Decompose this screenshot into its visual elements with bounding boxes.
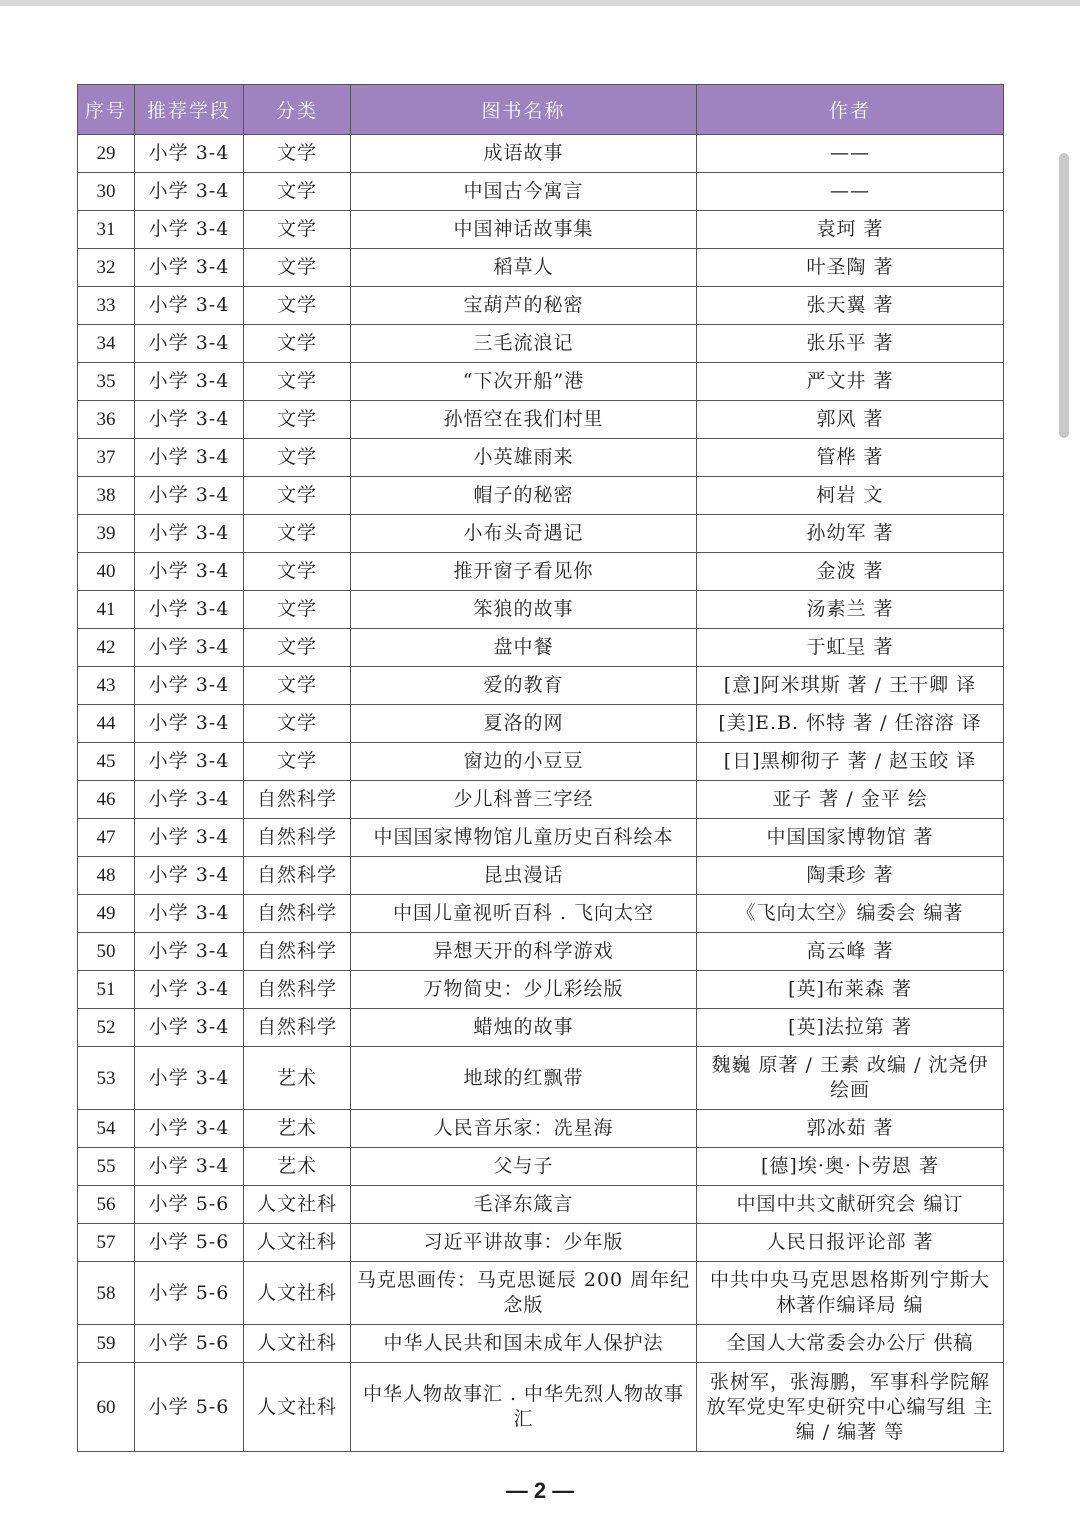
cell-title: 异想天开的科学游戏 [351,933,697,971]
cell-title: 人民音乐家：冼星海 [351,1110,697,1148]
cell-grade: 小学 3-4 [135,173,244,211]
cell-category: 人文社科 [244,1262,351,1325]
cell-author: —— [697,135,1004,173]
table-row [78,401,1004,439]
cell-category: 文学 [244,439,351,477]
cell-category: 艺术 [244,1047,351,1110]
cell-no: 60 [78,1363,135,1452]
cell-no: 30 [78,173,135,211]
table-row [78,895,1004,933]
cell-title: 父与子 [351,1148,697,1186]
cell-grade: 小学 3-4 [135,933,244,971]
table-row [78,1363,1004,1452]
table-row [78,1148,1004,1186]
cell-no: 58 [78,1262,135,1325]
cell-grade: 小学 3-4 [135,135,244,173]
cell-category: 自然科学 [244,857,351,895]
cell-category: 艺术 [244,1110,351,1148]
cell-no: 31 [78,211,135,249]
table-row [78,439,1004,477]
page-number: — 2 — [505,1478,575,1503]
top-bar [0,0,1080,6]
cell-grade: 小学 3-4 [135,211,244,249]
cell-title: 宝葫芦的秘密 [351,287,697,325]
table-row [78,781,1004,819]
cell-grade: 小学 3-4 [135,743,244,781]
cell-no: 39 [78,515,135,553]
cell-author: 魏巍 原著 / 王素 改编 / 沈尧伊 绘画 [697,1047,1004,1110]
cell-category: 人文社科 [244,1363,351,1452]
cell-category: 自然科学 [244,1009,351,1047]
cell-category: 文学 [244,591,351,629]
cell-author: [英]法拉第 著 [697,1009,1004,1047]
cell-no: 51 [78,971,135,1009]
cell-grade: 小学 3-4 [135,591,244,629]
cell-grade: 小学 3-4 [135,363,244,401]
cell-title: “下次开船”港 [351,363,697,401]
cell-category: 自然科学 [244,933,351,971]
table-row [78,515,1004,553]
cell-category: 文学 [244,173,351,211]
cell-grade: 小学 3-4 [135,553,244,591]
cell-grade: 小学 5-6 [135,1262,244,1325]
cell-no: 50 [78,933,135,971]
cell-grade: 小学 3-4 [135,819,244,857]
cell-author: 亚子 著 / 金平 绘 [697,781,1004,819]
cell-no: 56 [78,1186,135,1224]
cell-author: [意]阿米琪斯 著 / 王干卿 译 [697,667,1004,705]
cell-title: 窗边的小豆豆 [351,743,697,781]
table-row [78,819,1004,857]
cell-title: 蜡烛的故事 [351,1009,697,1047]
cell-author: 高云峰 著 [697,933,1004,971]
cell-author: 袁珂 著 [697,211,1004,249]
cell-title: 孙悟空在我们村里 [351,401,697,439]
cell-title: 习近平讲故事：少年版 [351,1224,697,1262]
cell-grade: 小学 3-4 [135,287,244,325]
cell-grade: 小学 3-4 [135,895,244,933]
cell-title: 帽子的秘密 [351,477,697,515]
book-list-table [77,84,1004,1452]
cell-category: 文学 [244,515,351,553]
table-row [78,325,1004,363]
cell-category: 文学 [244,401,351,439]
table-header-row [78,85,1004,135]
cell-grade: 小学 3-4 [135,1009,244,1047]
cell-title: 夏洛的网 [351,705,697,743]
table-row [78,363,1004,401]
header-title: 图书名称 [351,85,697,135]
table-row [78,173,1004,211]
table-row [78,933,1004,971]
cell-author: [日]黑柳彻子 著 / 赵玉皎 译 [697,743,1004,781]
cell-author: 人民日报评论部 著 [697,1224,1004,1262]
table-row [78,135,1004,173]
cell-grade: 小学 3-4 [135,515,244,553]
cell-grade: 小学 3-4 [135,249,244,287]
cell-category: 文学 [244,667,351,705]
header-grade: 推荐学段 [135,85,244,135]
header-author: 作者 [697,85,1004,135]
cell-title: 中华人物故事汇 . 中华先烈人物故事汇 [351,1363,697,1452]
table-row [78,477,1004,515]
cell-title: 小布头奇遇记 [351,515,697,553]
table-row [78,553,1004,591]
cell-author: 张乐平 著 [697,325,1004,363]
table-row [78,1047,1004,1110]
table-row [78,667,1004,705]
cell-category: 文学 [244,135,351,173]
table-row [78,971,1004,1009]
cell-category: 自然科学 [244,971,351,1009]
cell-grade: 小学 5-6 [135,1363,244,1452]
cell-category: 文学 [244,287,351,325]
header-category: 分类 [244,85,351,135]
cell-no: 54 [78,1110,135,1148]
cell-author: 于虹呈 著 [697,629,1004,667]
cell-no: 43 [78,667,135,705]
cell-title: 成语故事 [351,135,697,173]
cell-grade: 小学 5-6 [135,1224,244,1262]
cell-grade: 小学 3-4 [135,857,244,895]
cell-no: 40 [78,553,135,591]
cell-title: 马克思画传：马克思诞辰 200 周年纪念版 [351,1262,697,1325]
cell-title: 盘中餐 [351,629,697,667]
cell-author: 柯岩 文 [697,477,1004,515]
cell-category: 人文社科 [244,1325,351,1363]
cell-category: 文学 [244,477,351,515]
cell-title: 三毛流浪记 [351,325,697,363]
cell-no: 55 [78,1148,135,1186]
cell-no: 48 [78,857,135,895]
cell-title: 爱的教育 [351,667,697,705]
cell-grade: 小学 3-4 [135,477,244,515]
table-row [78,743,1004,781]
cell-category: 自然科学 [244,781,351,819]
cell-author: 张树军，张海鹏，军事科学院解放军党史军史研究中心编写组 主编 / 编著 等 [697,1363,1004,1452]
cell-grade: 小学 3-4 [135,971,244,1009]
cell-title: 中华人民共和国未成年人保护法 [351,1325,697,1363]
cell-title: 中国国家博物馆儿童历史百科绘本 [351,819,697,857]
table-row [78,287,1004,325]
cell-title: 中国古今寓言 [351,173,697,211]
cell-no: 38 [78,477,135,515]
cell-author: 中国国家博物馆 著 [697,819,1004,857]
cell-category: 文学 [244,325,351,363]
cell-category: 文学 [244,553,351,591]
cell-category: 文学 [244,249,351,287]
cell-author: 张天翼 著 [697,287,1004,325]
cell-author: 《飞向太空》编委会 编著 [697,895,1004,933]
cell-no: 34 [78,325,135,363]
cell-author: 金波 著 [697,553,1004,591]
cell-title: 毛泽东箴言 [351,1186,697,1224]
cell-grade: 小学 3-4 [135,781,244,819]
cell-category: 文学 [244,363,351,401]
cell-no: 52 [78,1009,135,1047]
table-body [78,135,1004,1452]
cell-grade: 小学 3-4 [135,629,244,667]
cell-author: —— [697,173,1004,211]
cell-grade: 小学 3-4 [135,705,244,743]
cell-title: 推开窗子看见你 [351,553,697,591]
cell-no: 49 [78,895,135,933]
cell-no: 35 [78,363,135,401]
cell-title: 昆虫漫话 [351,857,697,895]
cell-no: 47 [78,819,135,857]
cell-author: 孙幼军 著 [697,515,1004,553]
cell-grade: 小学 3-4 [135,439,244,477]
cell-author: 中国中共文献研究会 编订 [697,1186,1004,1224]
cell-no: 29 [78,135,135,173]
scrollbar-thumb[interactable] [1059,153,1069,438]
cell-category: 自然科学 [244,819,351,857]
cell-author: 陶秉珍 著 [697,857,1004,895]
cell-no: 41 [78,591,135,629]
cell-no: 32 [78,249,135,287]
table-row [78,857,1004,895]
cell-grade: 小学 5-6 [135,1186,244,1224]
cell-no: 44 [78,705,135,743]
cell-no: 59 [78,1325,135,1363]
cell-category: 文学 [244,743,351,781]
cell-category: 文学 [244,211,351,249]
cell-author: [德]埃·奥·卜劳恩 著 [697,1148,1004,1186]
cell-category: 人文社科 [244,1186,351,1224]
cell-no: 36 [78,401,135,439]
cell-title: 中国神话故事集 [351,211,697,249]
table-row [78,249,1004,287]
table-row [78,211,1004,249]
cell-grade: 小学 3-4 [135,1110,244,1148]
cell-author: [美]E.B. 怀特 著 / 任溶溶 译 [697,705,1004,743]
cell-title: 中国儿童视听百科 . 飞向太空 [351,895,697,933]
cell-category: 艺术 [244,1148,351,1186]
cell-no: 45 [78,743,135,781]
cell-category: 文学 [244,629,351,667]
cell-grade: 小学 5-6 [135,1325,244,1363]
cell-no: 53 [78,1047,135,1110]
cell-category: 文学 [244,705,351,743]
cell-author: 叶圣陶 著 [697,249,1004,287]
cell-title: 笨狼的故事 [351,591,697,629]
cell-author: 管桦 著 [697,439,1004,477]
table-row [78,705,1004,743]
cell-title: 万物简史：少儿彩绘版 [351,971,697,1009]
table-row [78,1224,1004,1262]
cell-no: 57 [78,1224,135,1262]
table-row [78,591,1004,629]
cell-author: 汤素兰 著 [697,591,1004,629]
cell-no: 42 [78,629,135,667]
cell-author: 郭冰茹 著 [697,1110,1004,1148]
cell-author: [英]布莱森 著 [697,971,1004,1009]
cell-no: 46 [78,781,135,819]
cell-author: 全国人大常委会办公厅 供稿 [697,1325,1004,1363]
cell-author: 中共中央马克思恩格斯列宁斯大林著作编译局 编 [697,1262,1004,1325]
cell-category: 自然科学 [244,895,351,933]
cell-grade: 小学 3-4 [135,325,244,363]
cell-no: 33 [78,287,135,325]
cell-title: 地球的红飘带 [351,1047,697,1110]
table-row [78,1009,1004,1047]
cell-grade: 小学 3-4 [135,667,244,705]
cell-title: 小英雄雨来 [351,439,697,477]
cell-no: 37 [78,439,135,477]
table-row [78,1186,1004,1224]
cell-author: 严文井 著 [697,363,1004,401]
cell-grade: 小学 3-4 [135,1148,244,1186]
header-no: 序号 [78,85,135,135]
cell-category: 人文社科 [244,1224,351,1262]
cell-author: 郭风 著 [697,401,1004,439]
table-row [78,629,1004,667]
table-row [78,1262,1004,1325]
cell-title: 少儿科普三字经 [351,781,697,819]
cell-grade: 小学 3-4 [135,1047,244,1110]
cell-grade: 小学 3-4 [135,401,244,439]
table-row [78,1325,1004,1363]
table-row [78,1110,1004,1148]
cell-title: 稻草人 [351,249,697,287]
